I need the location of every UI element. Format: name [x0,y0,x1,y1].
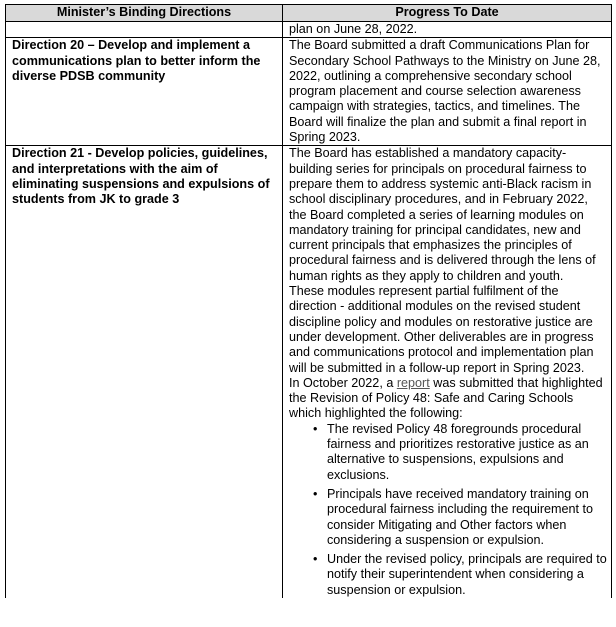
table-row [6,22,612,38]
direction-cell: Direction 21 - Develop policies, guidelines, and interpretations with the aim of eliminating suspensions and expulsions of students from JK to grade 3 [6,146,283,598]
table-row [6,146,612,598]
direction-cell: Direction 20 – Develop and implement a communications plan to better inform the diverse PDSB community [6,38,283,146]
progress-cell [283,22,612,38]
table-header-row [6,5,612,22]
report-paragraph [289,376,608,422]
bullet-list [289,422,608,598]
column-header-progress: Progress To Date [283,5,612,22]
progress-cell [283,146,612,598]
bullet-icon: • [313,421,318,436]
column-header-directions: Minister’s Binding Directions [6,5,283,22]
bullet-icon: • [313,486,318,501]
report-link[interactable]: report [396,375,430,390]
report-intro-text: In October 2022, a [289,375,397,390]
bullet-icon: • [313,552,318,567]
list-item [313,486,608,548]
list-item [313,552,608,598]
list-item [313,421,608,483]
list-item-text: Principals have received mandatory training on procedural fairness including the requirement to consider Mitigating and Other factors when considering a suspension or expulsion. [327,486,594,547]
progress-text: The Board has established a mandatory capacity-building series for principals on procedural fairness to prepare them to address systemic anti-Black racism in school disciplinary procedures, and in February 2022, the Board completed a series of learning modules on mandatory training for principal candidates, new and current principals that emphasizes the principles of procedural fairness and is delivered through the lens of human rights as they apply to children and youth. [289,146,596,283]
progress-cell [283,38,612,146]
list-item-text: Under the revised policy, principals are required to notify their superintendent when considering a suspension or expulsion. [327,552,607,597]
direction-cell [6,22,283,38]
table-row [6,38,612,146]
directions-table [5,4,612,598]
progress-text: These modules represent partial fulfilment of the direction - additional modules on the revised student discipline policy and modules on restorative justice are under development. Other deliverables are in progress and communications protocol and implementation plan will be submitted in a follow-up report in Spring 2023. [289,284,594,375]
report-intro-continued: was submitted that highlighted the Revision of Policy 48: Safe and Caring Schools which highlighted the following: [289,375,603,421]
progress-text: plan on June 28, 2022. [289,22,418,36]
list-item-text: The revised Policy 48 foregrounds procedural fairness and prioritizes restorative justice as an alternative to suspensions, expulsions and exclusions. [327,421,589,482]
progress-text: The Board submitted a draft Communications Plan for Secondary School Pathways to the Ministry on June 28, 2022, outlining a comprehensive secondary school program placement and course selection awareness campaign with strategies, tactics, and timelines. The Board will finalize the plan and submit a final report in Spring 2023. [289,38,601,145]
